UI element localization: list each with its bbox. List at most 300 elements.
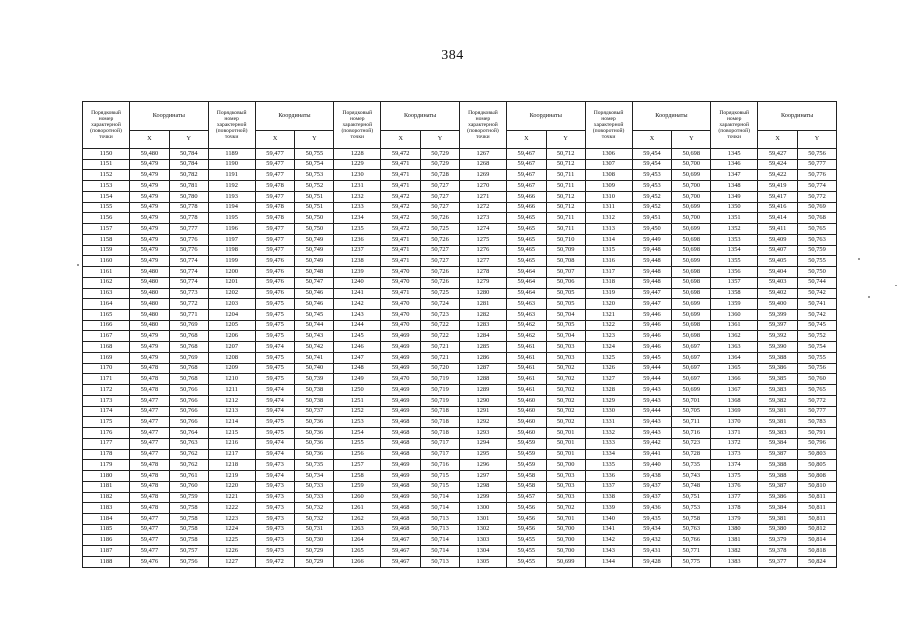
y-value-cell: 50,752	[295, 181, 334, 192]
point-number-cell: 1316	[585, 256, 632, 267]
table-row	[83, 503, 837, 514]
x-value-cell: 59,461	[506, 352, 546, 363]
point-number-cell: 1164	[83, 299, 130, 310]
x-value-cell: 59,434	[632, 524, 672, 535]
y-value-cell: 50,764	[169, 428, 208, 439]
point-number-cell: 1239	[334, 267, 381, 278]
point-number-cell: 1248	[334, 363, 381, 374]
x-value-cell: 59,479	[129, 224, 169, 235]
x-value-cell: 59,470	[381, 310, 421, 321]
point-number-cell: 1222	[208, 503, 255, 514]
x-value-cell: 59,444	[632, 363, 672, 374]
point-number-cell: 1150	[83, 149, 130, 160]
y-value-cell: 50,734	[295, 471, 334, 482]
point-number-cell: 1247	[334, 352, 381, 363]
y-value-cell: 50,724	[421, 299, 460, 310]
y-value-cell: 50,735	[295, 460, 334, 471]
x-value-cell: 59,473	[255, 546, 295, 557]
y-header: Y	[421, 131, 460, 149]
point-number-cell: 1179	[83, 460, 130, 471]
point-number-cell: 1185	[83, 524, 130, 535]
table-row	[83, 428, 837, 439]
y-value-cell: 50,719	[421, 395, 460, 406]
x-value-cell: 59,469	[381, 352, 421, 363]
point-number-cell: 1290	[459, 395, 506, 406]
x-value-cell: 59,453	[632, 170, 672, 181]
y-value-cell: 50,701	[546, 513, 585, 524]
y-value-cell: 50,719	[421, 374, 460, 385]
point-number-cell: 1221	[208, 492, 255, 503]
x-value-cell: 59,467	[506, 149, 546, 160]
x-value-cell: 59,422	[758, 170, 798, 181]
y-value-cell: 50,699	[672, 299, 711, 310]
x-value-cell: 59,386	[758, 363, 798, 374]
point-number-cell: 1201	[208, 277, 255, 288]
table-row	[83, 406, 837, 417]
point-number-cell: 1345	[711, 149, 758, 160]
point-number-cell: 1308	[585, 170, 632, 181]
point-number-cell: 1160	[83, 256, 130, 267]
point-number-cell: 1259	[334, 481, 381, 492]
x-value-cell: 59,377	[758, 556, 798, 567]
x-value-cell: 59,452	[632, 202, 672, 213]
table-row	[83, 513, 837, 524]
point-number-cell: 1190	[208, 159, 255, 170]
y-value-cell: 50,760	[169, 481, 208, 492]
point-number-cell: 1294	[459, 438, 506, 449]
x-value-cell: 59,446	[632, 342, 672, 353]
point-number-cell: 1262	[334, 513, 381, 524]
point-number-cell: 1165	[83, 310, 130, 321]
x-value-cell: 59,480	[129, 277, 169, 288]
point-number-cell: 1249	[334, 374, 381, 385]
point-number-cell: 1226	[208, 546, 255, 557]
y-value-cell: 50,756	[798, 149, 837, 160]
point-number-cell: 1210	[208, 374, 255, 385]
point-number-cell: 1243	[334, 310, 381, 321]
point-number-cell: 1275	[459, 234, 506, 245]
x-value-cell: 59,472	[381, 191, 421, 202]
y-value-cell: 50,729	[421, 159, 460, 170]
point-number-cell: 1291	[459, 406, 506, 417]
y-value-cell: 50,700	[672, 181, 711, 192]
x-value-cell: 59,400	[758, 299, 798, 310]
x-value-cell: 59,437	[632, 481, 672, 492]
y-value-cell: 50,755	[295, 149, 334, 160]
table-row	[83, 234, 837, 245]
point-number-cell: 1159	[83, 245, 130, 256]
coordinates-header: Координаты	[758, 102, 837, 131]
point-number-cell: 1337	[585, 481, 632, 492]
point-number-cell: 1318	[585, 277, 632, 288]
x-value-cell: 59,479	[129, 331, 169, 342]
y-value-cell: 50,780	[169, 191, 208, 202]
x-value-cell: 59,480	[129, 267, 169, 278]
point-number-cell: 1270	[459, 181, 506, 192]
x-value-cell: 59,477	[255, 159, 295, 170]
point-number-cell: 1178	[83, 449, 130, 460]
point-number-cell: 1381	[711, 535, 758, 546]
point-number-cell: 1330	[585, 406, 632, 417]
point-number-cell: 1352	[711, 224, 758, 235]
table-row	[83, 213, 837, 224]
y-header: Y	[295, 131, 334, 149]
y-value-cell: 50,756	[798, 363, 837, 374]
y-value-cell: 50,733	[295, 481, 334, 492]
x-value-cell: 59,467	[381, 535, 421, 546]
point-number-cell: 1299	[459, 492, 506, 503]
y-value-cell: 50,759	[169, 492, 208, 503]
point-number-cell: 1214	[208, 417, 255, 428]
x-value-cell: 59,477	[129, 449, 169, 460]
point-number-cell: 1306	[585, 149, 632, 160]
y-value-cell: 50,736	[295, 438, 334, 449]
x-value-cell: 59,479	[129, 234, 169, 245]
y-value-cell: 50,768	[169, 331, 208, 342]
point-number-cell: 1286	[459, 352, 506, 363]
table-row	[83, 449, 837, 460]
scan-speck	[895, 285, 897, 286]
table-row	[83, 149, 837, 160]
point-number-cell: 1215	[208, 428, 255, 439]
y-value-cell: 50,751	[295, 202, 334, 213]
x-value-cell: 59,467	[506, 181, 546, 192]
y-value-cell: 50,725	[421, 224, 460, 235]
y-value-cell: 50,750	[295, 224, 334, 235]
y-value-cell: 50,740	[295, 363, 334, 374]
y-value-cell: 50,774	[169, 277, 208, 288]
x-value-cell: 59,402	[758, 288, 798, 299]
y-value-cell: 50,709	[546, 245, 585, 256]
x-value-cell: 59,475	[255, 417, 295, 428]
x-value-cell: 59,388	[758, 460, 798, 471]
table-row	[83, 224, 837, 235]
x-value-cell: 59,380	[758, 524, 798, 535]
x-value-cell: 59,456	[506, 503, 546, 514]
x-value-cell: 59,383	[758, 428, 798, 439]
x-value-cell: 59,443	[632, 428, 672, 439]
y-value-cell: 50,721	[421, 352, 460, 363]
y-value-cell: 50,777	[169, 224, 208, 235]
point-number-cell: 1298	[459, 481, 506, 492]
y-value-cell: 50,748	[295, 267, 334, 278]
y-value-cell: 50,714	[421, 535, 460, 546]
x-value-cell: 59,460	[506, 406, 546, 417]
y-value-cell: 50,713	[421, 513, 460, 524]
point-number-cell: 1284	[459, 331, 506, 342]
x-value-cell: 59,447	[632, 288, 672, 299]
x-value-cell: 59,479	[129, 191, 169, 202]
point-number-cell: 1181	[83, 481, 130, 492]
y-value-cell: 50,745	[295, 310, 334, 321]
point-number-cell: 1342	[585, 535, 632, 546]
y-value-cell: 50,699	[672, 170, 711, 181]
x-value-cell: 59,477	[255, 191, 295, 202]
point-number-cell: 1315	[585, 245, 632, 256]
table-row	[83, 395, 837, 406]
x-value-cell: 59,470	[381, 267, 421, 278]
y-value-cell: 50,766	[672, 535, 711, 546]
x-value-cell: 59,378	[758, 546, 798, 557]
x-value-cell: 59,476	[255, 256, 295, 267]
y-value-cell: 50,772	[169, 299, 208, 310]
point-number-cell: 1341	[585, 524, 632, 535]
point-number-cell: 1245	[334, 331, 381, 342]
y-value-cell: 50,776	[798, 170, 837, 181]
x-value-cell: 59,414	[758, 213, 798, 224]
y-value-cell: 50,736	[295, 449, 334, 460]
x-value-cell: 59,468	[381, 481, 421, 492]
point-number-cell: 1161	[83, 267, 130, 278]
point-number-cell: 1250	[334, 385, 381, 396]
y-value-cell: 50,824	[798, 556, 837, 567]
point-number-cell: 1344	[585, 556, 632, 567]
point-number-cell: 1261	[334, 503, 381, 514]
x-value-cell: 59,478	[255, 181, 295, 192]
y-value-cell: 50,775	[672, 556, 711, 567]
y-value-cell: 50,714	[421, 503, 460, 514]
x-value-cell: 59,480	[129, 320, 169, 331]
point-number-cell: 1170	[83, 363, 130, 374]
point-number-cell: 1277	[459, 256, 506, 267]
point-number-cell: 1370	[711, 417, 758, 428]
point-number-cell: 1167	[83, 331, 130, 342]
point-number-cell: 1360	[711, 310, 758, 321]
point-number-cell: 1326	[585, 363, 632, 374]
x-value-cell: 59,464	[506, 288, 546, 299]
x-value-cell: 59,471	[381, 234, 421, 245]
table-row	[83, 320, 837, 331]
y-value-cell: 50,783	[798, 417, 837, 428]
point-number-cell: 1260	[334, 492, 381, 503]
x-value-cell: 59,469	[381, 363, 421, 374]
y-value-cell: 50,758	[169, 524, 208, 535]
y-value-cell: 50,742	[295, 342, 334, 353]
table-row	[83, 374, 837, 385]
x-value-cell: 59,463	[506, 299, 546, 310]
x-value-cell: 59,477	[255, 234, 295, 245]
point-number-cell: 1200	[208, 267, 255, 278]
y-header: Y	[546, 131, 585, 149]
y-value-cell: 50,727	[421, 245, 460, 256]
table-row	[83, 471, 837, 482]
x-value-cell: 59,479	[129, 181, 169, 192]
point-number-cell: 1281	[459, 299, 506, 310]
x-value-cell: 59,479	[129, 170, 169, 181]
y-value-cell: 50,700	[546, 546, 585, 557]
x-value-cell: 59,473	[255, 513, 295, 524]
point-number-cell: 1211	[208, 385, 255, 396]
y-value-cell: 50,757	[169, 546, 208, 557]
table-row	[83, 170, 837, 181]
x-value-cell: 59,444	[632, 374, 672, 385]
point-number-cell: 1184	[83, 513, 130, 524]
point-number-cell: 1297	[459, 471, 506, 482]
x-value-cell: 59,468	[381, 503, 421, 514]
y-value-cell: 50,732	[295, 503, 334, 514]
table-row	[83, 556, 837, 567]
y-value-cell: 50,698	[672, 331, 711, 342]
y-value-cell: 50,739	[295, 374, 334, 385]
y-value-cell: 50,738	[295, 395, 334, 406]
point-number-cell: 1338	[585, 492, 632, 503]
y-value-cell: 50,782	[169, 170, 208, 181]
x-value-cell: 59,475	[255, 374, 295, 385]
table-row	[83, 546, 837, 557]
point-number-cell: 1268	[459, 159, 506, 170]
y-value-cell: 50,759	[798, 245, 837, 256]
point-number-cell: 1251	[334, 395, 381, 406]
y-value-cell: 50,712	[546, 202, 585, 213]
x-value-cell: 59,386	[758, 492, 798, 503]
point-number-cell: 1295	[459, 449, 506, 460]
point-number-cell: 1309	[585, 181, 632, 192]
x-value-cell: 59,468	[381, 428, 421, 439]
x-value-cell: 59,465	[506, 234, 546, 245]
x-value-cell: 59,472	[381, 149, 421, 160]
point-number-cell: 1263	[334, 524, 381, 535]
point-number-cell: 1346	[711, 159, 758, 170]
x-value-cell: 59,441	[632, 449, 672, 460]
x-value-cell: 59,419	[758, 181, 798, 192]
point-number-cell: 1153	[83, 181, 130, 192]
coordinates-header: Координаты	[506, 102, 585, 131]
x-value-cell: 59,468	[381, 524, 421, 535]
y-header: Y	[798, 131, 837, 149]
x-value-cell: 59,473	[255, 460, 295, 471]
table-row	[83, 535, 837, 546]
x-value-cell: 59,479	[129, 245, 169, 256]
point-number-cell: 1267	[459, 149, 506, 160]
point-number-cell: 1227	[208, 556, 255, 567]
x-value-cell: 59,461	[506, 363, 546, 374]
x-value-cell: 59,379	[758, 535, 798, 546]
point-number-cell: 1183	[83, 503, 130, 514]
y-value-cell: 50,701	[546, 438, 585, 449]
y-value-cell: 50,744	[295, 320, 334, 331]
point-number-cell: 1173	[83, 395, 130, 406]
point-number-cell: 1225	[208, 535, 255, 546]
y-value-cell: 50,772	[798, 395, 837, 406]
point-number-cell: 1193	[208, 191, 255, 202]
x-value-cell: 59,475	[255, 331, 295, 342]
x-value-cell: 59,454	[632, 159, 672, 170]
point-number-cell: 1236	[334, 234, 381, 245]
y-value-cell: 50,729	[421, 149, 460, 160]
point-number-cell: 1180	[83, 471, 130, 482]
point-number-cell: 1355	[711, 256, 758, 267]
y-value-cell: 50,765	[798, 224, 837, 235]
point-number-cell: 1203	[208, 299, 255, 310]
x-value-cell: 59,478	[129, 471, 169, 482]
y-value-cell: 50,812	[798, 524, 837, 535]
x-value-cell: 59,384	[758, 438, 798, 449]
x-value-cell: 59,466	[506, 202, 546, 213]
x-value-cell: 59,448	[632, 267, 672, 278]
y-value-cell: 50,702	[546, 406, 585, 417]
table-header	[83, 102, 837, 149]
point-number-cell: 1339	[585, 503, 632, 514]
x-header: X	[255, 131, 295, 149]
y-value-cell: 50,702	[546, 417, 585, 428]
x-value-cell: 59,465	[506, 245, 546, 256]
point-number-cell: 1168	[83, 342, 130, 353]
y-value-cell: 50,722	[421, 320, 460, 331]
table-row	[83, 481, 837, 492]
y-value-cell: 50,805	[798, 460, 837, 471]
x-value-cell: 59,450	[632, 224, 672, 235]
x-value-cell: 59,446	[632, 320, 672, 331]
x-value-cell: 59,467	[381, 546, 421, 557]
point-number-cell: 1199	[208, 256, 255, 267]
y-value-cell: 50,776	[169, 234, 208, 245]
x-value-cell: 59,409	[758, 234, 798, 245]
x-value-cell: 59,472	[255, 556, 295, 567]
point-number-cell: 1163	[83, 288, 130, 299]
y-value-cell: 50,698	[672, 320, 711, 331]
x-value-cell: 59,459	[506, 449, 546, 460]
point-number-cell: 1154	[83, 191, 130, 202]
point-number-cell: 1189	[208, 149, 255, 160]
x-value-cell: 59,464	[506, 267, 546, 278]
x-value-cell: 59,479	[129, 256, 169, 267]
x-value-cell: 59,476	[129, 556, 169, 567]
table-row	[83, 267, 837, 278]
point-number-cell: 1371	[711, 428, 758, 439]
y-value-cell: 50,750	[798, 267, 837, 278]
y-value-cell: 50,745	[798, 320, 837, 331]
point-number-cell: 1348	[711, 181, 758, 192]
y-value-cell: 50,811	[798, 503, 837, 514]
x-value-cell: 59,479	[129, 342, 169, 353]
y-value-cell: 50,771	[169, 310, 208, 321]
point-number-cell: 1192	[208, 181, 255, 192]
point-number-cell: 1289	[459, 385, 506, 396]
point-number-cell: 1156	[83, 213, 130, 224]
y-value-cell: 50,704	[546, 310, 585, 321]
y-value-cell: 50,704	[546, 331, 585, 342]
point-number-cell: 1252	[334, 406, 381, 417]
y-value-cell: 50,808	[798, 471, 837, 482]
x-value-cell: 59,471	[381, 288, 421, 299]
y-value-cell: 50,703	[546, 352, 585, 363]
x-value-cell: 59,478	[129, 481, 169, 492]
point-number-cell: 1217	[208, 449, 255, 460]
y-value-cell: 50,716	[672, 428, 711, 439]
x-value-cell: 59,454	[632, 149, 672, 160]
x-value-cell: 59,470	[381, 374, 421, 385]
y-value-cell: 50,698	[672, 149, 711, 160]
x-value-cell: 59,462	[506, 331, 546, 342]
point-number-cell: 1304	[459, 546, 506, 557]
x-value-cell: 59,477	[129, 417, 169, 428]
point-number-cell: 1237	[334, 245, 381, 256]
x-value-cell: 59,479	[129, 352, 169, 363]
x-value-cell: 59,473	[255, 535, 295, 546]
x-value-cell: 59,403	[758, 277, 798, 288]
x-value-cell: 59,469	[381, 406, 421, 417]
x-value-cell: 59,456	[506, 513, 546, 524]
x-value-cell: 59,469	[381, 385, 421, 396]
y-value-cell: 50,718	[421, 406, 460, 417]
point-number-cell: 1380	[711, 524, 758, 535]
point-number-cell: 1382	[711, 546, 758, 557]
y-value-cell: 50,702	[546, 363, 585, 374]
y-value-cell: 50,703	[546, 471, 585, 482]
y-value-cell: 50,784	[169, 149, 208, 160]
x-value-cell: 59,381	[758, 417, 798, 428]
point-number-cell: 1220	[208, 481, 255, 492]
